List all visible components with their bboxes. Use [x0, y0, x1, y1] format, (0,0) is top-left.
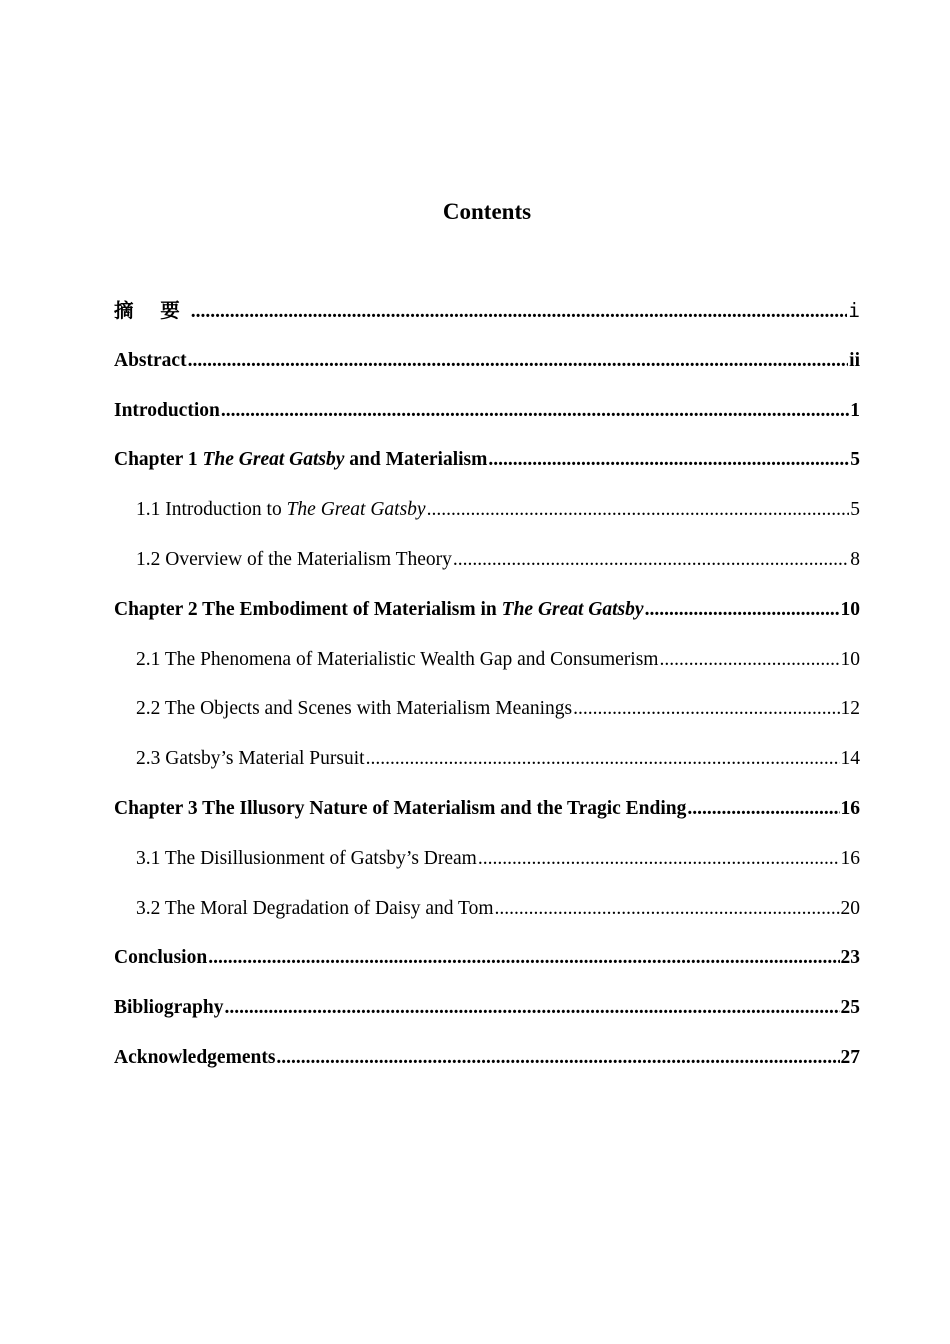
toc-title-text: Chapter 2 The Embodiment of Materialism in [114, 598, 502, 620]
toc-title-italic: The Great Gatsby [202, 449, 345, 471]
toc-entry-title [136, 847, 477, 871]
toc-dot-leader [366, 747, 840, 771]
toc-dot-leader [573, 697, 839, 721]
toc-page-number: 25 [840, 997, 860, 1019]
toc-page-number: i [848, 299, 860, 322]
toc-dot-leader [659, 648, 839, 672]
toc-entry-section-3-2[interactable] [114, 897, 860, 947]
toc-dot-leader [478, 847, 840, 871]
toc-entry-title [114, 399, 220, 423]
table-of-contents [114, 299, 860, 1096]
toc-dot-leader [221, 399, 849, 423]
toc-dot-leader [208, 946, 839, 970]
toc-entry-title [114, 299, 190, 324]
toc-entry-conclusion[interactable] [114, 946, 860, 996]
toc-title-text: 3.2 The Moral Degradation of Daisy and Tom [136, 897, 494, 919]
toc-title-italic: The Great Gatsby [501, 598, 644, 620]
toc-title-text: 摘 要 [114, 299, 190, 322]
toc-page-number: 10 [840, 598, 860, 620]
toc-page-number: 14 [840, 748, 860, 770]
toc-dot-leader [687, 797, 839, 821]
toc-entry-chapter-2[interactable] [114, 598, 860, 648]
toc-dot-leader [191, 300, 847, 324]
toc-title-text: Introduction [114, 399, 220, 421]
toc-page-number: 16 [840, 797, 860, 819]
toc-title-text: Chapter 1 [114, 449, 203, 471]
toc-page-number: 10 [840, 648, 860, 670]
toc-entry-title [114, 1046, 275, 1070]
toc-entry-section-3-1[interactable] [114, 847, 860, 897]
toc-dot-leader [188, 349, 849, 373]
toc-dot-leader [453, 548, 849, 572]
toc-entry-title [114, 598, 644, 622]
toc-dot-leader [427, 498, 850, 522]
toc-entry-chapter-3[interactable] [114, 797, 860, 847]
toc-entry-title [136, 648, 658, 672]
toc-entry-introduction[interactable] [114, 399, 860, 449]
toc-entry-section-1-1[interactable] [114, 498, 860, 548]
toc-page-number: 27 [840, 1046, 860, 1068]
toc-entry-section-1-2[interactable] [114, 548, 860, 598]
toc-dot-leader [645, 598, 840, 622]
toc-entry-title [136, 897, 494, 921]
toc-entry-section-2-3[interactable] [114, 747, 860, 797]
toc-title-text: 3.1 The Disillusionment of Gatsby’s Dream [136, 847, 477, 869]
toc-dot-leader [495, 897, 840, 921]
toc-entry-section-2-2[interactable] [114, 697, 860, 747]
toc-entry-title [114, 349, 187, 373]
toc-title-text: Acknowledgements [114, 1046, 276, 1068]
toc-title-text: Abstract [114, 349, 187, 371]
toc-title-italic: The Great Gatsby [286, 499, 426, 521]
toc-page-number: 20 [840, 897, 860, 919]
toc-page-number: 12 [840, 698, 860, 720]
toc-page-number: 5 [850, 449, 860, 471]
toc-page-number: 1 [850, 399, 860, 421]
toc-title-text: 2.2 The Objects and Scenes with Materialism Meanings [136, 698, 573, 720]
toc-title-suffix: and Materialism [344, 449, 488, 471]
toc-entry-zhaiyao[interactable] [114, 299, 860, 349]
toc-entry-chapter-1[interactable] [114, 448, 860, 498]
toc-page-number: ii [849, 349, 860, 371]
toc-title-text: 1.1 Introduction to [136, 499, 287, 521]
toc-page-number: 23 [840, 947, 860, 969]
toc-entry-title [114, 448, 487, 472]
toc-entry-title [136, 747, 365, 771]
toc-entry-title [114, 996, 223, 1020]
toc-entry-title [136, 697, 572, 721]
toc-entry-acknowledgements[interactable] [114, 1046, 860, 1096]
toc-page-number: 8 [850, 548, 860, 570]
toc-title-text: 1.2 Overview of the Materialism Theory [136, 548, 452, 570]
toc-entry-section-2-1[interactable] [114, 648, 860, 698]
toc-title-text: Bibliography [114, 997, 224, 1019]
toc-entry-title [136, 548, 452, 572]
page-title: Contents [442, 199, 532, 224]
toc-dot-leader [276, 1046, 839, 1070]
toc-entry-bibliography[interactable] [114, 996, 860, 1046]
toc-page-number: 16 [840, 847, 860, 869]
toc-title-text: Conclusion [114, 947, 208, 969]
toc-page-number: 5 [850, 499, 860, 521]
toc-entry-title [114, 797, 686, 821]
toc-dot-leader [488, 448, 849, 472]
toc-title-text: Chapter 3 The Illusory Nature of Materialism and the Tragic Ending [114, 797, 687, 819]
toc-dot-leader [224, 996, 839, 1020]
toc-entry-title [114, 946, 207, 970]
toc-title-text: 2.1 The Phenomena of Materialistic Wealth Gap and Consumerism [136, 648, 659, 670]
toc-entry-abstract[interactable] [114, 349, 860, 399]
toc-title-text: 2.3 Gatsby’s Material Pursuit [136, 748, 365, 770]
toc-entry-title [136, 498, 426, 522]
